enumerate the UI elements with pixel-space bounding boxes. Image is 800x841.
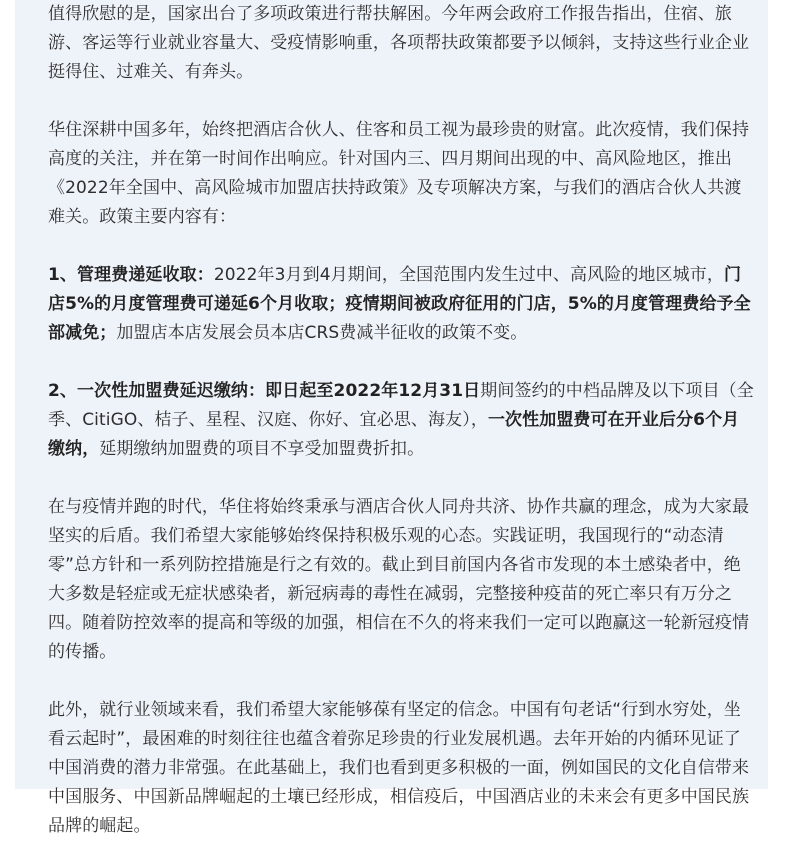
franchise-fee-text-1: 期间签约的中档品牌及以下项目（全季、CitiGO、桔子、星程、汉庭、你好、宜必思、海友）， — [48, 381, 754, 430]
paragraph-industry-outlook: 此外，就行业领域来看，我们希望大家能够葆有坚定的信念。中国有句老话“行到水穷处，坐看云起时”，最困难的时刻往往也蕴含着弥足珍贵的行业发展机遇。去年开始的内循环见证了中国消费的潜力非常强。在此基础上，我们也看到更多积极的一面，例如国民的文化自信带来中国服务、中国新品牌崛起的土壤已经形成，相信疫后，中国酒店业的未来会有更多中国民族品牌的崛起。 — [48, 700, 750, 836]
article-body — [48, 0, 756, 841]
franchise-fee-text-2: 延期缴纳加盟费的项目不享受加盟费折扣。 — [99, 439, 425, 459]
management-fee-text-2: 加盟店本店发展会员本店CRS费减半征收的政策不变。 — [116, 323, 528, 343]
paragraph-franchise-fee — [48, 377, 756, 464]
paragraph-huazhu-response: 华住深耕中国多年，始终把酒店合伙人、住客和员工视为最珍贵的财富。此次疫情，我们保持高度的关注，并在第一时间作出响应。针对国内三、四月期间出现的中、高风险地区，推出《2022年全国中、高风险城市加盟店扶持政策》及专项解决方案，与我们的酒店合伙人共渡难关。政策主要内容有： — [48, 120, 750, 227]
article-panel — [15, 0, 768, 836]
paragraph-pandemic-outlook: 在与疫情并跑的时代，华住将始终秉承与酒店合伙人同舟共济、协作共赢的理念，成为大家最坚实的后盾。我们希望大家能够始终保持积极乐观的心态。实践证明，我国现行的“动态清零”总方针和一系列防控措施是行之有效的。截止到目前国内各省市发现的本土感染者中，绝大多数是轻症或无症状感染者，新冠病毒的毒性在减弱，完整接种疫苗的死亡率只有万分之四。随着防控效率的提高和等级的加强，相信在不久的将来我们一定可以跑赢这一轮新冠疫情的传播。 — [48, 497, 750, 662]
management-fee-highlight: 门店5%的月度管理费可递延6个月收取；疫情期间被政府征用的门店，5%的月度管理费给予全部减免； — [48, 265, 751, 343]
management-fee-heading: 1、管理费递延收取： — [48, 265, 214, 285]
franchise-fee-heading: 2、一次性加盟费延迟缴纳：即日起至2022年12月31日 — [48, 381, 481, 401]
management-fee-text-1: 2022年3月到4月期间，全国范围内发生过中、高风险的地区城市， — [213, 265, 724, 285]
franchise-fee-highlight: 一次性加盟费可在开业后分6个月缴纳， — [48, 410, 740, 459]
paragraph-policy-support: 值得欣慰的是，国家出台了多项政策进行帮扶解困。今年两会政府工作报告指出，住宿、旅游、客运等行业就业容量大、受疫情影响重，各项帮扶政策都要予以倾斜，支持这些行业企业挺得住、过难关、有奔头。 — [48, 4, 750, 82]
paragraph-management-fee — [48, 261, 756, 348]
